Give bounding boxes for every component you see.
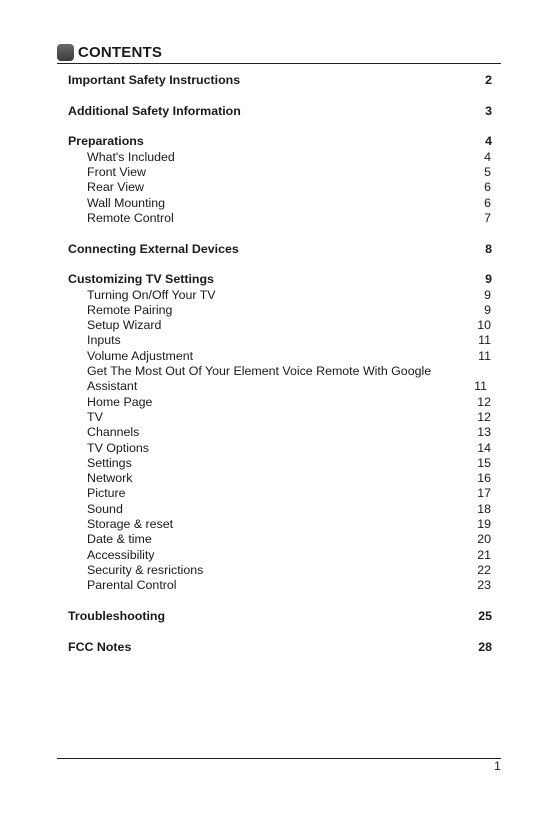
toc-entry-page: 3 xyxy=(485,103,492,118)
toc-subentry xyxy=(68,410,492,425)
toc-subentry xyxy=(68,548,492,563)
toc-subentry xyxy=(68,180,492,195)
toc-entry-label: Volume Adjustment xyxy=(87,348,194,363)
toc-entry-page: 11 xyxy=(478,333,491,348)
toc-entry-label: Channels xyxy=(87,425,140,440)
toc-entry-label: Troubleshooting xyxy=(68,608,166,623)
toc-section-entry xyxy=(68,242,492,257)
toc-subentry xyxy=(68,379,492,394)
toc-entry-page: 15 xyxy=(477,455,491,470)
toc-entry-label: Important Safety Instructions xyxy=(68,73,241,87)
toc-entry-label: Picture xyxy=(87,486,126,501)
toc-subentry xyxy=(68,456,492,471)
table-of-contents xyxy=(68,73,492,655)
toc-entry-page: 7 xyxy=(484,210,491,225)
toc-entry-page: 4 xyxy=(485,134,492,149)
toc-subentry xyxy=(68,532,492,547)
toc-entry-label: Sound xyxy=(87,501,123,516)
toc-entry-label: Date & time xyxy=(87,532,152,547)
toc-entry-page: 12 xyxy=(477,394,491,409)
toc-entry-label: Home Page xyxy=(87,394,153,409)
footer-divider xyxy=(57,758,501,759)
toc-subentry xyxy=(68,486,492,501)
toc-entry-page: 16 xyxy=(477,471,491,486)
toc-entry-page: 28 xyxy=(478,639,492,654)
toc-entry-label: Inputs xyxy=(87,333,121,348)
toc-section-entry xyxy=(68,609,492,624)
toc-entry-label: Storage & reset xyxy=(87,516,174,531)
toc-entry-page: 22 xyxy=(477,562,491,577)
toc-entry-label: Preparations xyxy=(68,134,144,149)
toc-entry-page: 6 xyxy=(484,180,491,195)
contents-header xyxy=(57,43,501,64)
toc-entry-label: TV Options xyxy=(87,440,149,455)
toc-subentry xyxy=(68,395,492,410)
page-title: CONTENTS xyxy=(78,44,163,61)
toc-entry-page: 25 xyxy=(478,608,492,623)
toc-entry-page: 11 xyxy=(474,379,487,394)
toc-entry-page: 20 xyxy=(477,532,491,547)
toc-subentry xyxy=(68,211,492,226)
toc-subentry xyxy=(68,578,492,593)
toc-entry-label: Wall Mounting xyxy=(87,195,166,210)
toc-entry-page: 23 xyxy=(477,578,491,593)
rounded-square-bullet-icon xyxy=(57,44,74,61)
toc-entry-label: Security & resrictions xyxy=(87,562,204,577)
toc-section-entry xyxy=(68,73,492,88)
toc-entry-label: Network xyxy=(87,471,133,486)
toc-entry-page: 21 xyxy=(477,547,491,562)
toc-subentry xyxy=(68,333,492,348)
toc-subentry xyxy=(68,441,492,456)
toc-entry-page: 11 xyxy=(478,348,491,363)
toc-subentry xyxy=(68,471,492,486)
toc-subentry xyxy=(68,150,492,165)
toc-entry-page: 17 xyxy=(477,486,491,501)
toc-entry-label: Settings xyxy=(87,455,132,470)
toc-subentry xyxy=(68,563,492,578)
toc-entry-page: 18 xyxy=(477,501,491,516)
toc-entry-page: 5 xyxy=(484,164,491,179)
toc-subentry xyxy=(68,165,492,180)
toc-entry-page: 2 xyxy=(485,73,492,87)
toc-entry-label: Rear View xyxy=(87,180,144,195)
toc-entry-label: Assistant xyxy=(87,379,138,394)
toc-subentry xyxy=(68,318,492,333)
toc-entry-page: 6 xyxy=(484,195,491,210)
toc-entry-label: Remote Control xyxy=(87,210,174,225)
toc-subentry xyxy=(68,364,492,379)
toc-entry-label: Customizing TV Settings xyxy=(68,272,214,287)
toc-entry-page: 8 xyxy=(485,241,492,256)
toc-entry-label: Turning On/Off Your TV xyxy=(87,287,216,302)
toc-subentry xyxy=(68,349,492,364)
toc-entry-label: Setup Wizard xyxy=(87,318,162,333)
toc-entry-label: Additional Safety Information xyxy=(68,103,241,118)
toc-entry-page: 13 xyxy=(477,425,491,440)
toc-section-entry xyxy=(68,640,492,655)
toc-entry-page: 10 xyxy=(477,318,491,333)
toc-subentry xyxy=(68,288,492,303)
toc-entry-page: 4 xyxy=(484,149,491,164)
toc-entry-label: What's Included xyxy=(87,149,175,164)
page-number: 1 xyxy=(494,759,501,773)
toc-section-entry xyxy=(68,104,492,119)
toc-entry-label: FCC Notes xyxy=(68,639,132,654)
toc-entry-page: 9 xyxy=(484,302,491,317)
toc-entry-page: 9 xyxy=(484,287,491,302)
toc-entry-label: Connecting External Devices xyxy=(68,241,239,256)
toc-entry-label: Remote Pairing xyxy=(87,302,173,317)
toc-entry-label: Get The Most Out Of Your Element Voice Remote With Google xyxy=(87,364,432,379)
toc-section-entry xyxy=(68,272,492,287)
toc-entry-label: Parental Control xyxy=(87,578,177,593)
toc-entry-page: 14 xyxy=(477,440,491,455)
toc-subentry xyxy=(68,196,492,211)
toc-entry-page: 12 xyxy=(477,409,491,424)
toc-subentry xyxy=(68,502,492,517)
toc-entry-label: Front View xyxy=(87,164,146,179)
toc-subentry xyxy=(68,517,492,532)
toc-entry-page: 9 xyxy=(485,272,492,287)
toc-entry-label: TV xyxy=(87,409,103,424)
toc-section-entry xyxy=(68,134,492,149)
toc-entry-label: Accessibility xyxy=(87,547,155,562)
toc-entry-page: 19 xyxy=(477,516,491,531)
toc-subentry xyxy=(68,303,492,318)
toc-subentry xyxy=(68,425,492,440)
